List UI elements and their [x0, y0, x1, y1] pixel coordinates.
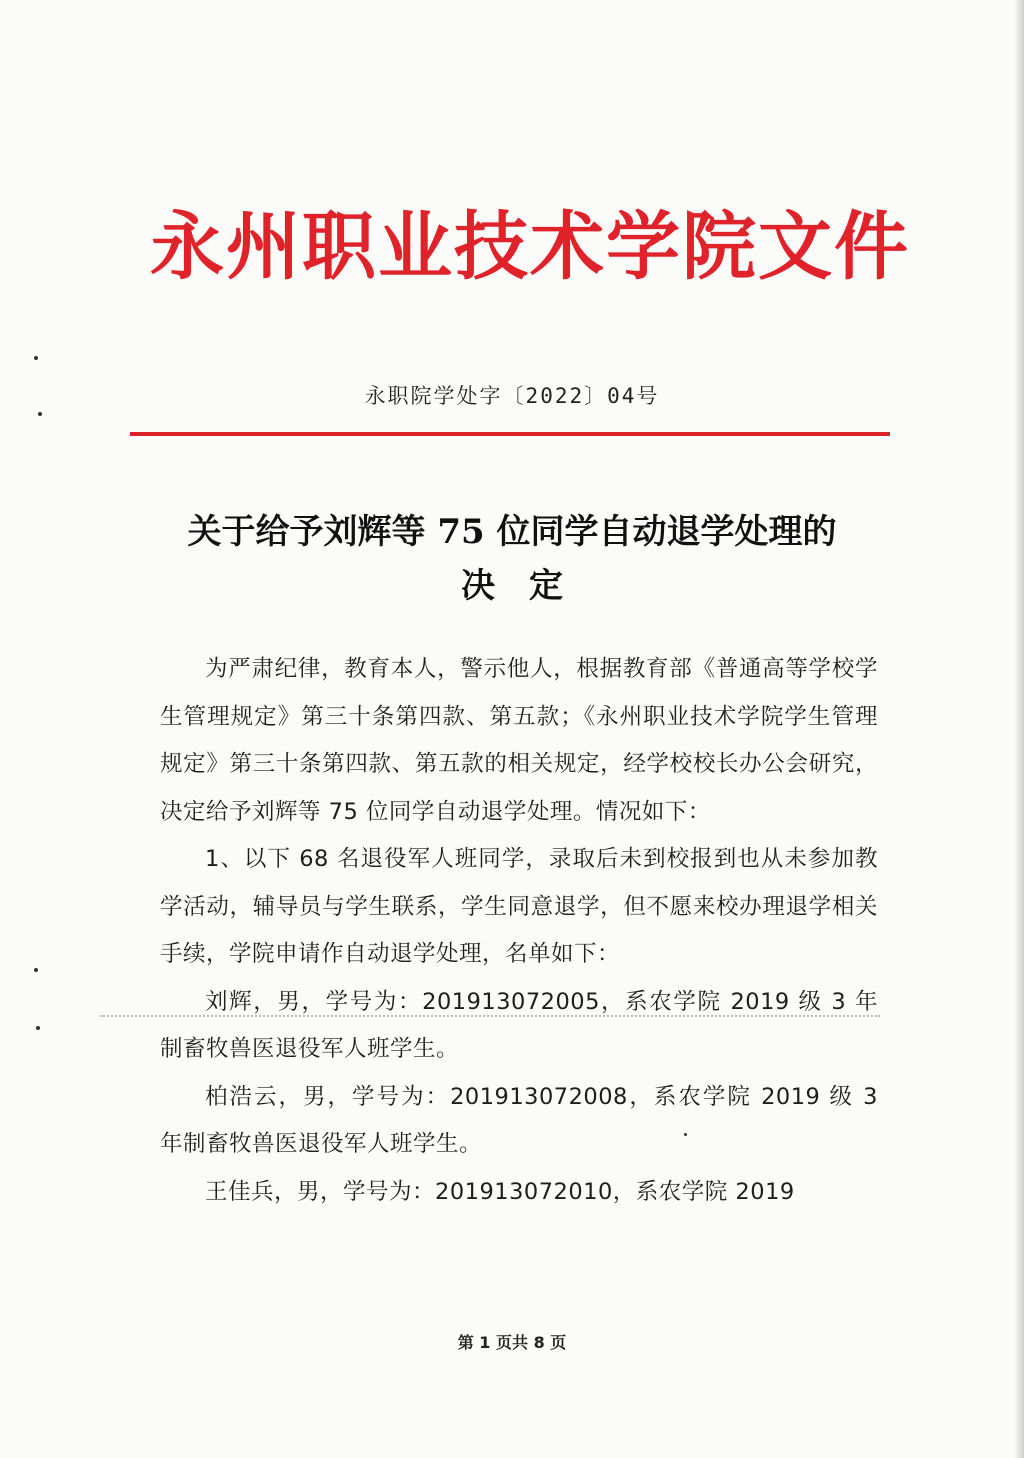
scan-edge-shadow [1014, 0, 1024, 1458]
document-title [120, 505, 904, 613]
page-footer: 第 1 页共 8 页 [457, 1333, 567, 1352]
title-line-2: 决 定 [461, 566, 563, 606]
scan-speck [38, 412, 42, 416]
scan-speck [34, 968, 38, 972]
scan-speck [36, 1026, 40, 1030]
document-number: 永职院学处字〔2022〕04号 [364, 384, 660, 408]
title-line-1: 关于给予刘辉等 75 位同学自动退学处理的 [187, 512, 837, 552]
body-paragraph: 王佳兵，男，学号为：201913072010，系农学院 2019 [205, 1178, 795, 1205]
scan-speck [34, 356, 38, 360]
masthead-title: 永州职业技术学院文件 [150, 204, 910, 290]
body-paragraph: 为严肃纪律，教育本人，警示他人，根据教育部《普通高等学校学生管理规定》第三十条第四款、第五款；《永州职业技术学院学生管理规定》第三十条第四款、第五款的相关规定，经学校校长办公会研究，决定给予刘辉等 75 位同学自动退学处理。情况如下： [160, 656, 878, 825]
body-paragraph: 柏浩云，男，学号为：201913072008，系农学院 2019 级 3 年制畜牧兽医退役军人班学生。 [160, 1083, 878, 1157]
red-divider-line [130, 432, 890, 436]
body-paragraph: 1、以下 68 名退役军人班同学，录取后未到校报到也从未参加教学活动，辅导员与学生联系，学生同意退学，但不愿来校办理退学相关手续，学院申请作自动退学处理，名单如下： [160, 846, 878, 967]
body-paragraph: 刘辉，男，学号为：201913072005，系农学院 2019 级 3 年制畜牧兽医退役军人班学生。 [160, 988, 878, 1062]
document-body [160, 646, 878, 1216]
